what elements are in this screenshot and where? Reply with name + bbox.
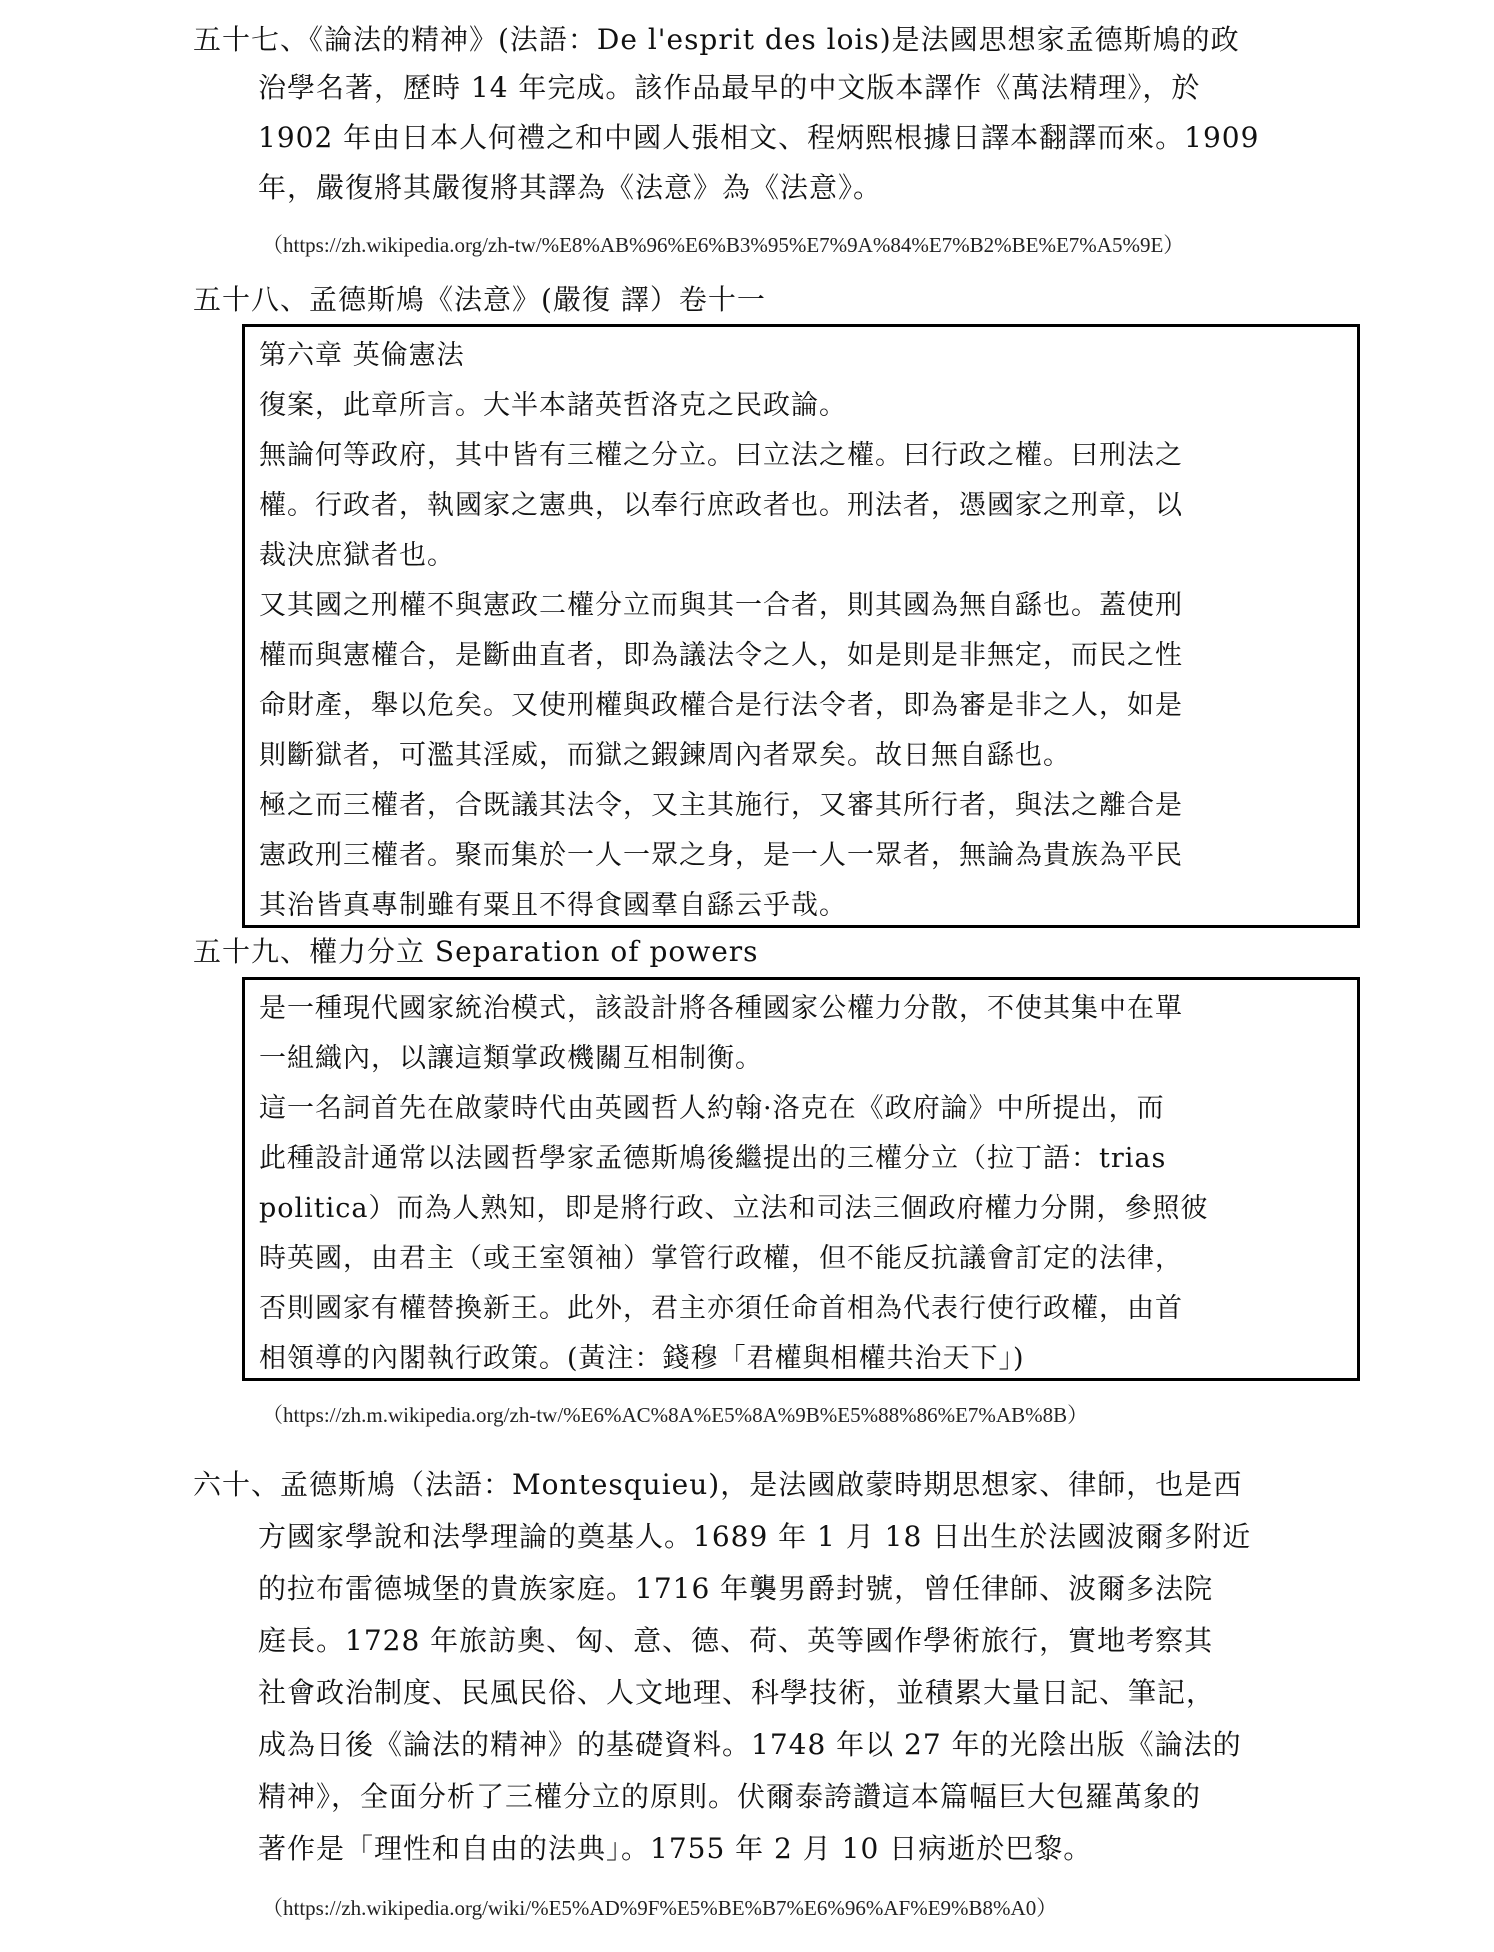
quote-line: 又其國之刑權不與憲政二權分立而與其一合者，則其國為無自繇也。蓋使刑 <box>259 590 1183 621</box>
item-57-line: 五十七、《論法的精神》(法語：De l'esprit des lois)是法國思想家孟德斯鳩的政 <box>193 23 1240 56</box>
quote-line: 其治皆真專制雖有粟且不得食國羣自繇云乎哉。 <box>259 890 847 921</box>
item-60-line: 的拉布雷德城堡的貴族家庭。1716 年襲男爵封號，曾任律師、波爾多法院 <box>258 1572 1214 1605</box>
quote-line: 是一種現代國家統治模式，該設計將各種國家公權力分散，不使其集中在單 <box>259 993 1183 1024</box>
item-59-quote-box <box>242 977 1360 1381</box>
item-58-quote-box <box>242 324 1360 928</box>
item-59-source-link[interactable]: （https://zh.m.wikipedia.org/zh-tw/%E6%AC%8A%E5%8A%9B%E5%88%86%E7%AB%8B） <box>262 1403 1089 1427</box>
item-57-line: 治學名著，歷時 14 年完成。該作品最早的中文版本譯作《萬法精理》，於 <box>258 71 1201 104</box>
quote-line: 無論何等政府，其中皆有三權之分立。曰立法之權。曰行政之權。曰刑法之 <box>259 440 1183 471</box>
item-60-line: 著作是「理性和自由的法典」。1755 年 2 月 10 日病逝於巴黎。 <box>258 1832 1093 1865</box>
item-57-source-link[interactable]: （https://zh.wikipedia.org/zh-tw/%E8%AB%96%E6%B3%95%E7%9A%84%E7%B2%BE%E7%A5%9E） <box>262 233 1185 257</box>
quote-line: 相領導的內閣執行政策。(黃注：錢穆「君權與相權共治天下」) <box>259 1343 1025 1374</box>
item-57-line: 年，嚴復將其嚴復將其譯為《法意》為《法意》。 <box>258 171 883 204</box>
item-58-heading: 五十八、孟德斯鳩《法意》(嚴復 譯）卷十一 <box>193 283 766 316</box>
item-60-line: 方國家學說和法學理論的奠基人。1689 年 1 月 18 日出生於法國波爾多附近 <box>258 1520 1252 1553</box>
item-59-heading: 五十九、權力分立 Separation of powers <box>193 935 759 968</box>
quote-line: 這一名詞首先在啟蒙時代由英國哲人約翰·洛克在《政府論》中所提出，而 <box>259 1093 1165 1124</box>
quote-line: 憲政刑三權者。聚而集於一人一眾之身，是一人一眾者，無論為貴族為平民 <box>259 840 1183 871</box>
quote-line: 權。行政者，執國家之憲典，以奉行庶政者也。刑法者，憑國家之刑章，以 <box>259 490 1183 521</box>
item-60-line: 成為日後《論法的精神》的基礎資料。1748 年以 27 年的光陰出版《論法的 <box>258 1728 1242 1761</box>
quote-line: 否則國家有權替換新王。此外，君主亦須任命首相為代表行使行政權，由首 <box>259 1293 1183 1324</box>
item-57-line: 1902 年由日本人何禮之和中國人張相文、程炳熙根據日譯本翻譯而來。1909 <box>258 121 1260 154</box>
quote-line: 一組織內，以讓這類掌政機關互相制衡。 <box>259 1043 763 1074</box>
quote-line: politica）而為人熟知，即是將行政、立法和司法三個政府權力分開，參照彼 <box>259 1193 1209 1224</box>
item-60-line: 庭長。1728 年旅訪奧、匈、意、德、荷、英等國作學術旅行，實地考察其 <box>258 1624 1214 1657</box>
item-60-source-link[interactable]: （https://zh.wikipedia.org/wiki/%E5%AD%9F%E5%BE%B7%E6%96%AF%E9%B8%A0） <box>262 1896 1058 1920</box>
quote-line: 則斷獄者，可濫其淫威，而獄之鍜鍊周內者眾矣。故日無自繇也。 <box>259 740 1071 771</box>
quote-line: 極之而三權者，合既議其法令，又主其施行，又審其所行者，與法之離合是 <box>259 790 1183 821</box>
item-60-line: 社會政治制度、民風民俗、人文地理、科學技術，並積累大量日記、筆記， <box>258 1676 1216 1709</box>
quote-line: 裁決庶獄者也。 <box>259 540 455 571</box>
quote-line: 此種設計通常以法國哲學家孟德斯鳩後繼提出的三權分立（拉丁語：trias <box>259 1143 1167 1174</box>
quote-line: 復案，此章所言。大半本諸英哲洛克之民政論。 <box>259 390 847 421</box>
quote-line: 權而與憲權合，是斷曲直者，即為議法令之人，如是則是非無定，而民之性 <box>259 640 1183 671</box>
quote-line: 時英國，由君主（或王室領袖）掌管行政權，但不能反抗議會訂定的法律， <box>259 1243 1183 1274</box>
quote-line: 命財產，舉以危矣。又使刑權與政權合是行法令者，即為審是非之人，如是 <box>259 690 1183 721</box>
quote-line: 第六章 英倫憲法 <box>259 340 465 371</box>
item-60-line: 六十、孟德斯鳩（法語：Montesquieu)，是法國啟蒙時期思想家、律師，也是西 <box>193 1468 1243 1501</box>
item-60-line: 精神》，全面分析了三權分立的原則。伏爾泰誇讚這本篇幅巨大包羅萬象的 <box>258 1780 1202 1813</box>
